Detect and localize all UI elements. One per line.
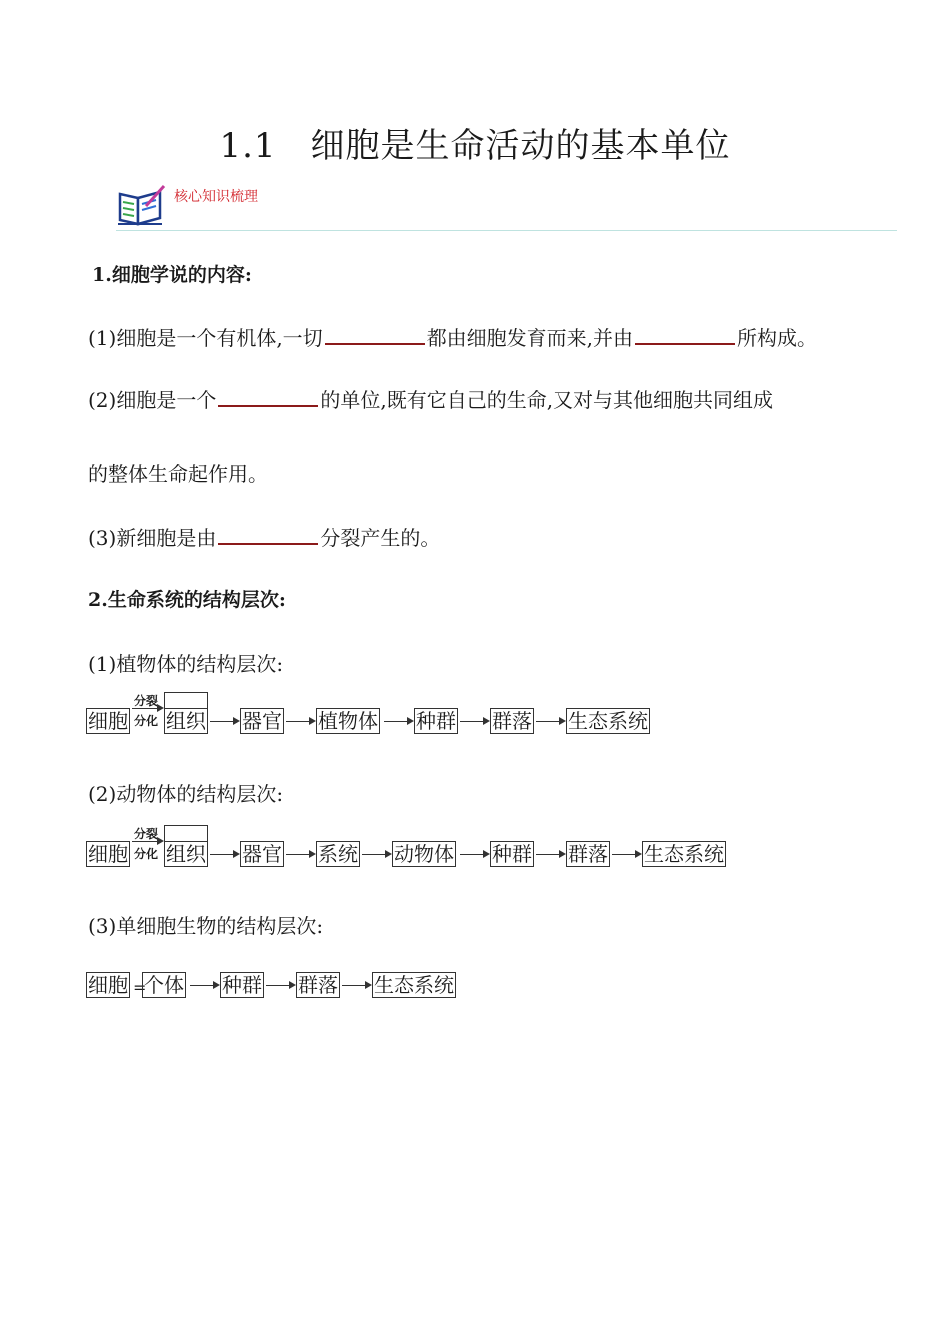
unicell-level-3: 群落 bbox=[298, 973, 338, 997]
section2-heading: 2.生命系统的结构层次: bbox=[88, 589, 286, 611]
plant-level-5: 群落 bbox=[492, 709, 532, 733]
section1-heading: 1.细胞学说的内容: bbox=[92, 264, 252, 286]
item1: (1)细胞是一个有机体,一切 都由细胞发育而来,并由 所构成。 bbox=[88, 322, 817, 351]
item3: (3)新细胞是由 分裂产生的。 bbox=[88, 522, 440, 551]
split-bracket bbox=[164, 692, 208, 709]
arrow-icon bbox=[612, 854, 640, 855]
unicell-level-2: 种群 bbox=[222, 973, 262, 997]
arrow-icon bbox=[210, 854, 238, 855]
arrow-icon bbox=[190, 985, 218, 986]
plant-level-3: 植物体 bbox=[318, 709, 378, 733]
split-label: 分裂 bbox=[134, 827, 159, 841]
arrow-icon bbox=[536, 854, 564, 855]
divider bbox=[116, 230, 897, 231]
arrow-icon bbox=[286, 854, 314, 855]
badge-label: 核心知识梳理 bbox=[174, 189, 258, 205]
blank-3[interactable] bbox=[218, 385, 318, 407]
split-arrow bbox=[132, 841, 162, 842]
blank-1[interactable] bbox=[325, 323, 425, 345]
diff-label: 分化 bbox=[134, 714, 159, 728]
plant-label: (1)植物体的结构层次: bbox=[88, 652, 284, 676]
animal-label: (2)动物体的结构层次: bbox=[88, 782, 284, 806]
arrow-icon bbox=[460, 854, 488, 855]
plant-level-6: 生态系统 bbox=[568, 709, 648, 733]
plant-level-0: 细胞 bbox=[88, 709, 128, 733]
unicell-level-4: 生态系统 bbox=[374, 973, 454, 997]
arrow-icon bbox=[536, 721, 564, 722]
item2: (2)细胞是一个 的单位,既有它自己的生命,又对与其他细胞共同组成 bbox=[88, 384, 773, 413]
animal-level-5: 种群 bbox=[492, 842, 532, 866]
plant-chain bbox=[86, 694, 686, 738]
split-bracket bbox=[164, 825, 208, 842]
equals-sign: = bbox=[133, 978, 147, 997]
animal-level-1: 组织 bbox=[166, 842, 206, 866]
arrow-icon bbox=[342, 985, 370, 986]
animal-level-4: 动物体 bbox=[394, 842, 454, 866]
arrow-icon bbox=[266, 985, 294, 986]
arrow-icon bbox=[286, 721, 314, 722]
notebook-icon bbox=[116, 184, 168, 228]
title-number: 1.1 bbox=[219, 126, 277, 166]
unicell-level-0: 细胞 bbox=[88, 973, 128, 997]
animal-chain bbox=[86, 827, 766, 871]
title-text: 细胞是生命活动的基本单位 bbox=[310, 126, 731, 166]
unicell-label: (3)单细胞生物的结构层次: bbox=[88, 914, 324, 938]
unicell-level-1: 个体 bbox=[144, 973, 184, 997]
blank-4[interactable] bbox=[218, 523, 318, 545]
plant-level-1: 组织 bbox=[166, 709, 206, 733]
arrow-icon bbox=[210, 721, 238, 722]
animal-level-3: 系统 bbox=[318, 842, 358, 866]
blank-2[interactable] bbox=[635, 323, 735, 345]
split-label: 分裂 bbox=[134, 694, 159, 708]
item2-cont: 的整体生命起作用。 bbox=[88, 462, 268, 486]
page-title bbox=[0, 118, 950, 167]
arrow-icon bbox=[384, 721, 412, 722]
arrow-icon bbox=[362, 854, 390, 855]
diff-label: 分化 bbox=[134, 847, 159, 861]
plant-level-4: 种群 bbox=[416, 709, 456, 733]
animal-level-0: 细胞 bbox=[88, 842, 128, 866]
unicell-chain bbox=[86, 972, 506, 1002]
arrow-icon bbox=[460, 721, 488, 722]
animal-level-6: 群落 bbox=[568, 842, 608, 866]
animal-level-7: 生态系统 bbox=[644, 842, 724, 866]
plant-level-2: 器官 bbox=[242, 709, 282, 733]
animal-level-2: 器官 bbox=[242, 842, 282, 866]
split-arrow bbox=[132, 708, 162, 709]
